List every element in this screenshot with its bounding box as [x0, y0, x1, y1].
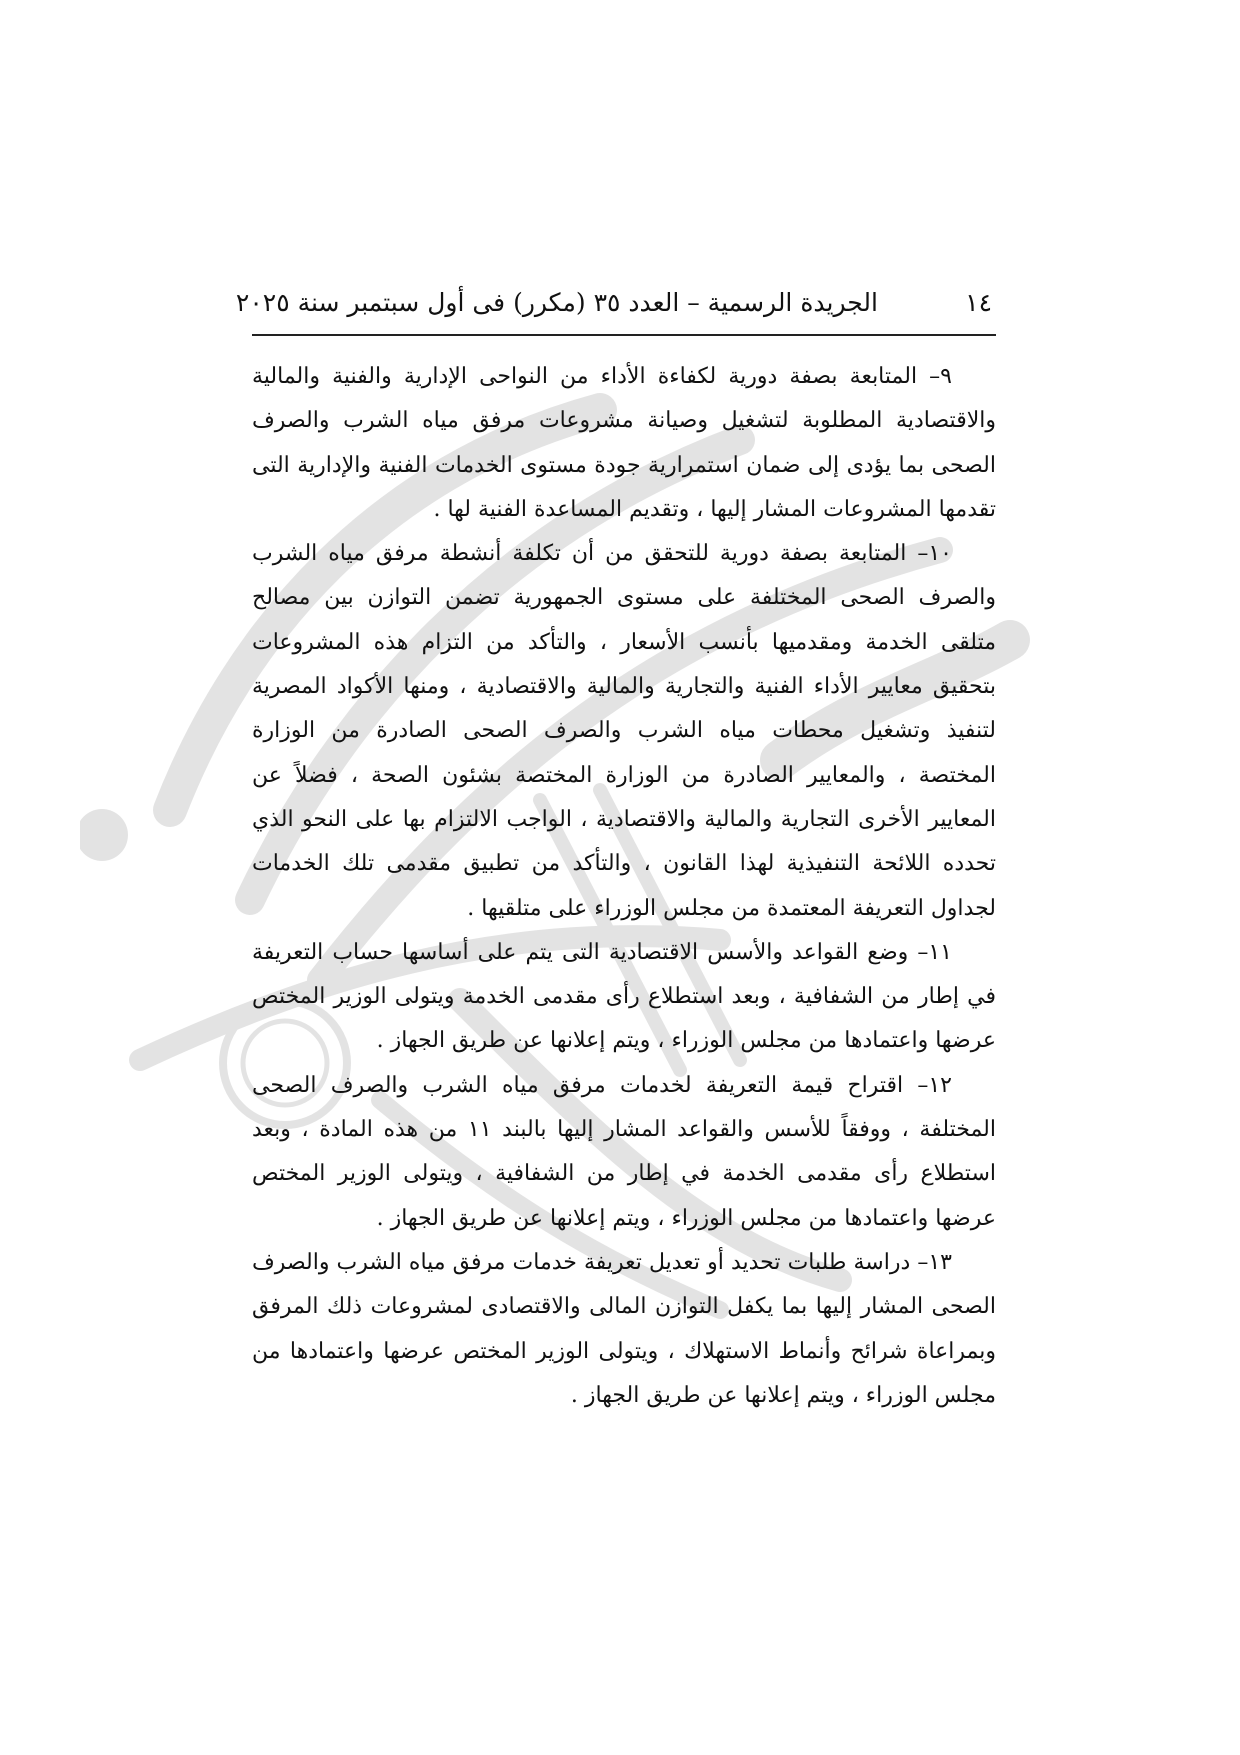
document-body	[252, 355, 996, 1418]
page-number: ١٤	[965, 288, 992, 317]
paragraph-item-9: ٩– المتابعة بصفة دورية لكفاءة الأداء من النواحى الإدارية والفنية والمالية والاقتصادية المطلوبة لتشغيل وصيانة مشروعات مرفق مياه الشرب والصرف الصحى بما يؤدى إلى ضمان استمرارية جودة مستوى الخدمات الفنية والإدارية التى تقدمها المشروعات المشار إليها ، وتقديم المساعدة الفنية لها .	[252, 364, 996, 522]
paragraph-item-11: ١١– وضع القواعد والأسس الاقتصادية التى يتم على أساسها حساب التعريفة في إطار من الشفافية ، وبعد استطلاع رأى مقدمى الخدمة ويتولى الوزير المختص عرضها واعتمادها من مجلس الوزراء ، ويتم إعلانها عن طريق الجهاز .	[252, 939, 996, 1054]
paragraph-item-13: ١٣– دراسة طلبات تحديد أو تعديل تعريفة خدمات مرفق مياه الشرب والصرف الصحى المشار إليها بما يكفل التوازن المالى والاقتصادى لمشروعات ذلك المرفق وبمراعاة شرائح وأنماط الاستهلاك ، ويتولى الوزير المختص عرضها واعتمادها من مجلس الوزراء ، ويتم إعلانها عن طريق الجهاز .	[252, 1249, 996, 1408]
page-header	[235, 286, 996, 336]
paragraph-item-10: ١٠– المتابعة بصفة دورية للتحقق من أن تكلفة أنشطة مرفق مياه الشرب والصرف الصحى المختلفة على مستوى الجمهورية تضمن التوازن بين مصالح متلقى الخدمة ومقدميها بأنسب الأسعار ، والتأكد من التزام هذه المشروعات بتحقيق معايير الأداء الفنية والتجارية والمالية والاقتصادية ، ومنها الأكواد المصرية لتنفيذ وتشغيل محطات مياه الشرب والصرف الصحى الصادرة من الوزارة المختصة ، والمعايير الصادرة من الوزارة المختصة بشئون الصحة ، فضلاً عن المعايير الأخرى التجارية والمالية والاقتصادية ، الواجب الالتزام بها على النحو الذي تحدده اللائحة التنفيذية لهذا القانون ، والتأكد من تطبيق مقدمى تلك الخدمات لجداول التعريفة المعتمدة من مجلس الوزراء على متلقيها .	[252, 541, 996, 921]
gazette-title: الجريدة الرسمية – العدد ٣٥ (مكرر) فى أول سبتمبر سنة ٢٠٢٥	[235, 288, 878, 317]
paragraph-item-12: ١٢– اقتراح قيمة التعريفة لخدمات مرفق مياه الشرب والصرف الصحى المختلفة ، ووفقاً للأسس والقواعد المشار إليها بالبند ١١ من هذه المادة ، وبعد استطلاع رأى مقدمى الخدمة في إطار من الشفافية ، ويتولى الوزير المختص عرضها واعتمادها من مجلس الوزراء ، ويتم إعلانها عن طريق الجهاز .	[252, 1072, 996, 1231]
